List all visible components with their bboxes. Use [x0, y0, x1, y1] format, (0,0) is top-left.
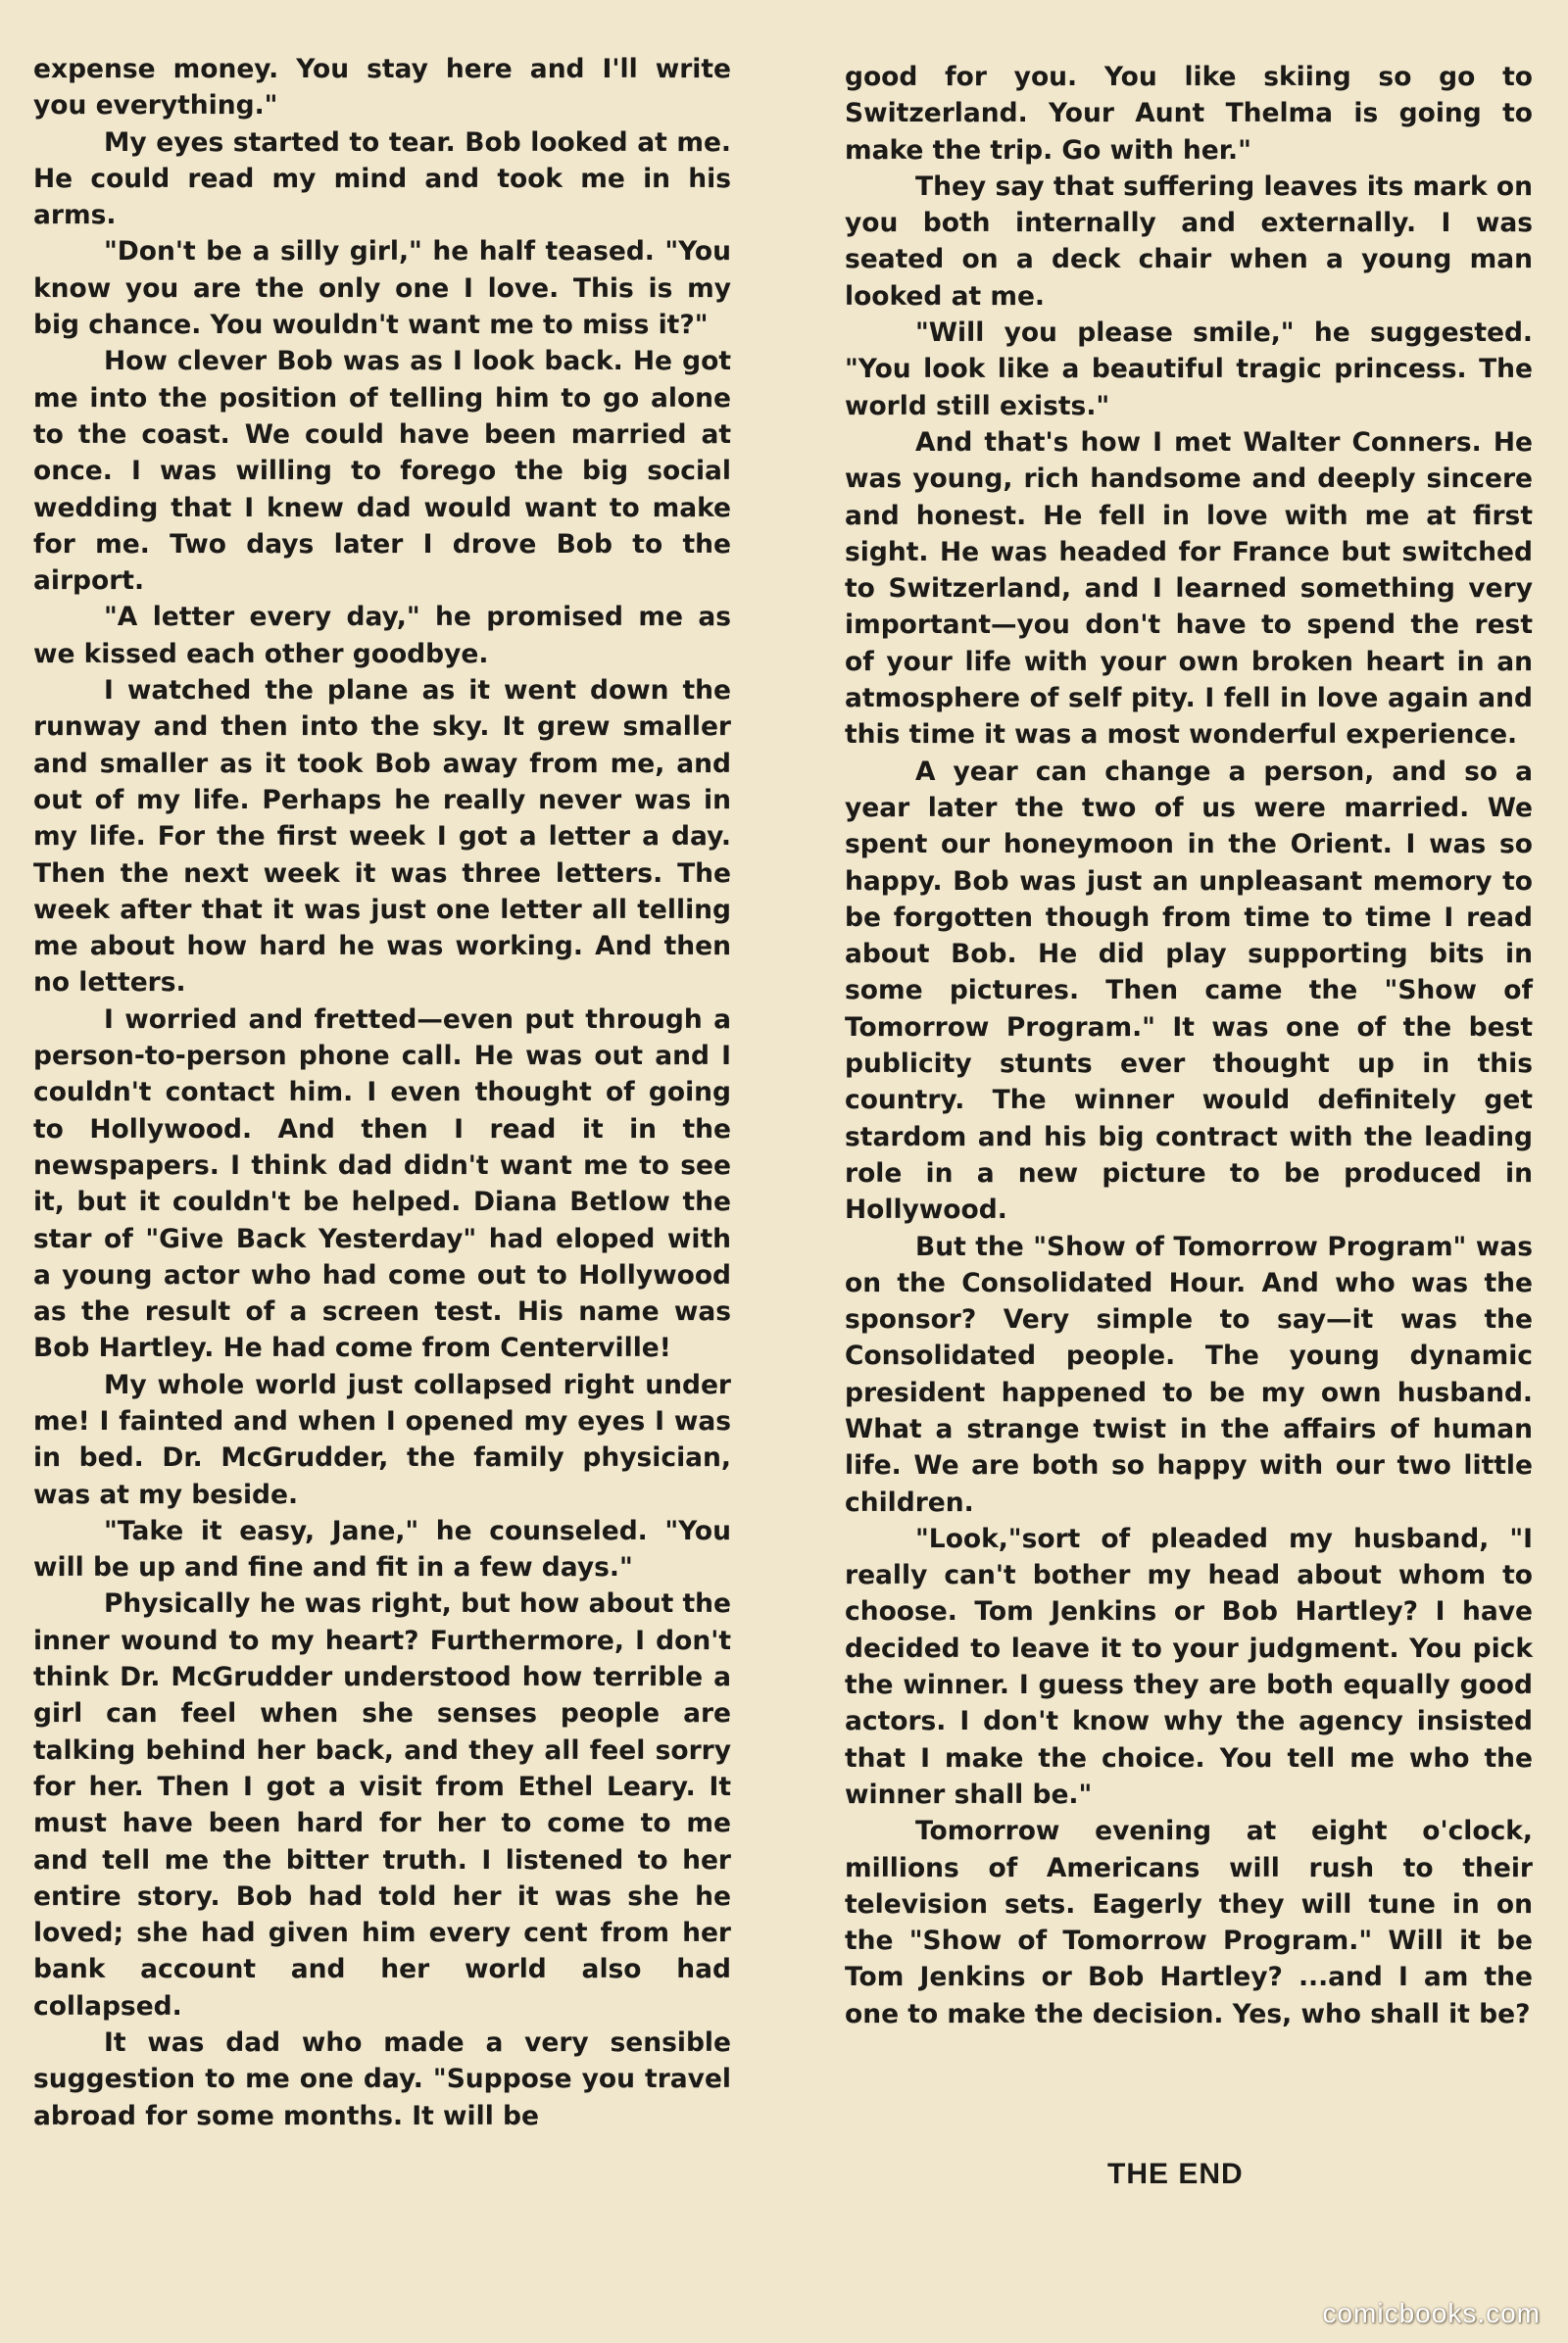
left-text-column	[33, 51, 731, 2134]
paragraph: I watched the plane as it went down the runway and then into the sky. It grew smaller and smaller as it took Bob away from me, and out of my life. Perhaps he really never was in my life. For the first week I got a letter a day. Then the next week it was three letters. The week after that it was just one letter all telling me about how hard he was working. And then no letters.	[33, 675, 731, 999]
paragraph: expense money. You stay here and I'll write you everything."	[33, 54, 731, 122]
watermark-text: comicbooks.com	[1322, 2298, 1541, 2328]
paragraph: They say that suffering leaves its mark on you both internally and externally. I was seated on a deck chair when a young man looked at me.	[845, 171, 1533, 312]
paragraph: And that's how I met Walter Conners. He was young, rich handsome and deeply sincere and honest. He fell in love with me at first sight. He was headed for France but switched to Switzerland, and I learned something very important—you don't have to spend the rest of your life with your own broken heart in an atmosphere of self pity. I fell in love again and this time it was a most wonderful experience.	[845, 426, 1533, 751]
paragraph: good for you. You like skiing so go to Switzerland. Your Aunt Thelma is going to make the trip. Go with her."	[845, 62, 1533, 166]
paragraph: How clever Bob was as I look back. He got me into the position of telling him to go alone to the coast. We could have been married at once. I was willing to forego the big social wedding that I knew dad would want to make for me. Two days later I drove Bob to the airport.	[33, 346, 731, 597]
paragraph: Tomorrow evening at eight o'clock, millions of Americans will rush to their television sets. Eagerly they will tune in on the "Show of Tomorrow Program." Will it be Tom Jenkins or Bob Hartley? ...and I am the one to make the decision. Yes, who shall it be?	[845, 1816, 1533, 2029]
paragraph: Physically he was right, but how about the inner wound to my heart? Furthermore, I don't think Dr. McGrudder understood how terrible a girl can feel when she senses people are talking behind her back, and they all feel sorry for her. Then I got a visit from Ethel Leary. It must have been hard for her to come to me and tell me the bitter truth. I listened to her entire story. Bob had told her it was she he loved; she had given him every cent from her bank account and her world also had collapsed.	[33, 1588, 731, 2022]
paragraph: "Will you please smile," he suggested. "You look like a beautiful tragic princess. The world still exists."	[845, 317, 1533, 421]
paragraph: "A letter every day," he promised me as we kissed each other goodbye.	[33, 602, 731, 669]
paragraph: "Look,"sort of pleaded my husband, "I really can't bother my head about whom to choose. Tom Jenkins or Bob Hartley? I have decided to leave it to your judgment. You pick the winner. I guess they are both equally good actors. I don't know why the agency insisted that I make the choice. You tell me who the winner shall be."	[845, 1523, 1533, 1810]
paragraph: "Don't be a silly girl," he half teased. "You know you are the only one I love. This is my big chance. You wouldn't want me to miss it?"	[33, 236, 731, 341]
right-text-column	[845, 59, 1533, 2032]
paragraph: It was dad who made a very sensible suggestion to me one day. "Suppose you travel abroad for some months. It will be	[33, 2027, 731, 2131]
paragraph: "Take it easy, Jane," he counseled. "You will be up and fine and fit in a few days."	[33, 1515, 731, 1584]
paragraph: My whole world just collapsed right under me! I fainted and when I opened my eyes I was in bed. Dr. McGrudder, the family physician, was at my beside.	[33, 1369, 731, 1510]
paragraph: But the "Show of Tomorrow Program" was on the Consolidated Hour. And who was the sponsor? Very simple to say—it was the Consolidated people. The young dynamic president happened to be my own husband. What a strange twist in the affairs of human life. We are both so happy with our two little children.	[845, 1231, 1533, 1518]
paragraph: I worried and fretted—even put through a person-to-person phone call. He was out and I couldn't contact him. I even thought of going to Hollywood. And then I read it in the newspapers. I think dad didn't want me to see it, but it couldn't be helped. Diana Betlow the star of "Give Back Yesterday" had eloped with a young actor who had come out to Hollywood as the result of a screen test. His name was Bob Hartley. He had come from Centerville!	[33, 1003, 731, 1364]
paragraph: My eyes started to tear. Bob looked at me. He could read my mind and took me in his arms.	[33, 126, 731, 231]
paragraph: A year can change a person, and so a year later the two of us were married. We spent our honeymoon in the Orient. I was so happy. Bob was just an unpleasant memory to be forgotten though from time to time I read about Bob. He did play supporting bits in some pictures. Then came the "Show of Tomorrow Program." It was one of the best publicity stunts ever thought up in this country. The winner would definitely get stardom and his big contract with the leading role in a new picture to be produced in Hollywood.	[845, 756, 1533, 1226]
the-end-heading: THE END	[1107, 2158, 1244, 2190]
